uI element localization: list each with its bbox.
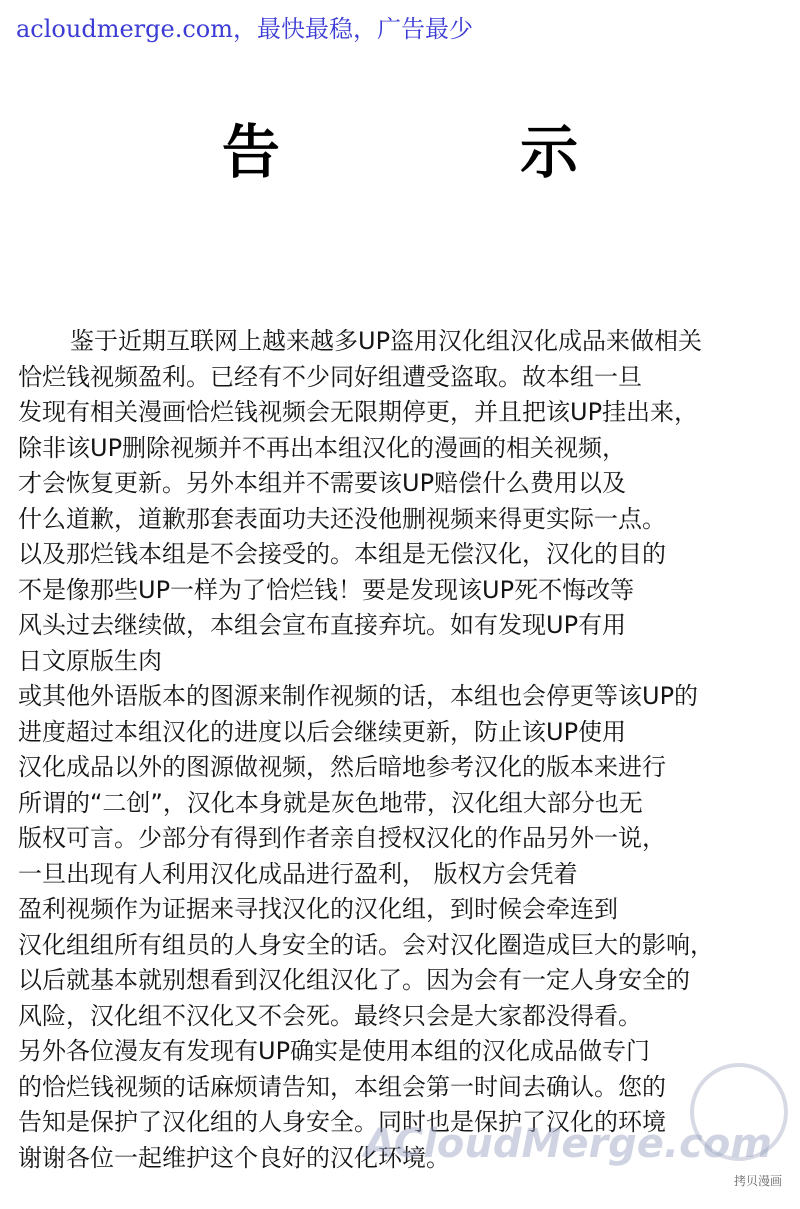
page-title: 告 示 bbox=[221, 118, 689, 186]
body-line: 发现有相关漫画恰烂钱视频会无限期停更，并且把该UP挂出来， bbox=[18, 398, 699, 426]
body-line: 才会恢复更新。另外本组并不需要该UP赔偿什么费用以及 bbox=[18, 469, 627, 497]
body-line: 不是像那些UP一样为了恰烂钱！要是发现该UP死不悔改等 bbox=[18, 575, 635, 604]
watermark-logo: ACloudMerge.com bbox=[364, 1121, 772, 1167]
body-line: 以后就基本就别想看到汉化组汉化了。因为会有一定人身安全的 bbox=[18, 966, 690, 994]
body-line: 汉化组组所有组员的人身安全的话。会对汉化圈造成巨大的影响， bbox=[18, 930, 714, 959]
body-line: 版权可言。少部分有得到作者亲自授权汉化的作品另外一说， bbox=[18, 824, 666, 852]
body-line: 的恰烂钱视频的话麻烦请告知，本组会第一时间去确认。您的 bbox=[18, 1072, 666, 1101]
body-line: 另外各位漫友有发现有UP确实是使用本组的汉化成品做专门 bbox=[18, 1037, 651, 1065]
body-line: 风险，汉化组不汉化又不会死。最终只会是大家都没得看。 bbox=[18, 1001, 642, 1030]
body-line: 或其他外语版本的图源来制作视频的话，本组也会停更等该UP的 bbox=[18, 682, 699, 710]
body-line: 风头过去继续做，本组会宣布直接弃坑。如有发现UP有用 bbox=[18, 611, 627, 639]
body-line: 汉化成品以外的图源做视频，然后暗地参考汉化的版本来进行 bbox=[18, 753, 666, 781]
body-line: 以及那烂钱本组是不会接受的。本组是无偿汉化，汉化的目的 bbox=[18, 540, 666, 568]
body-line: 所谓的“二创”，汉化本身就是灰色地带，汉化组大部分也无 bbox=[18, 788, 643, 817]
body-line: 日文原版生肉 bbox=[18, 646, 162, 675]
body-line: 一旦出现有人利用汉化成品进行盈利， 版权方会凭着 bbox=[18, 859, 578, 888]
body-line: 告知是保护了汉化组的人身安全。同时也是保护了汉化的环境 bbox=[18, 1108, 666, 1136]
body-line: 盈利视频作为证据来寻找汉化的汉化组，到时候会牵连到 bbox=[18, 895, 618, 923]
watermark-small-text: 拷贝漫画 bbox=[733, 1174, 782, 1188]
body-line: 什么道歉，道歉那套表面功夫还没他删视频来得更实际一点。 bbox=[18, 504, 666, 533]
body-line: 谢谢各位一起维护这个良好的汉化环境。 bbox=[18, 1143, 450, 1172]
body-line: 鉴于近期互联网上越来越多UP盗用汉化组汉化成品来做相关 bbox=[70, 327, 703, 355]
body-line: 进度超过本组汉化的进度以后会继续更新，防止该UP使用 bbox=[18, 717, 627, 746]
site-link[interactable]: acloudmerge.com，最快最稳，广告最少 bbox=[16, 15, 473, 43]
body-line: 恰烂钱视频盈利。已经有不少同好组遭受盗取。故本组一旦 bbox=[18, 362, 642, 391]
notice-body bbox=[18, 324, 798, 1176]
body-line: 除非该UP删除视频并不再出本组汉化的漫画的相关视频， bbox=[18, 433, 627, 462]
